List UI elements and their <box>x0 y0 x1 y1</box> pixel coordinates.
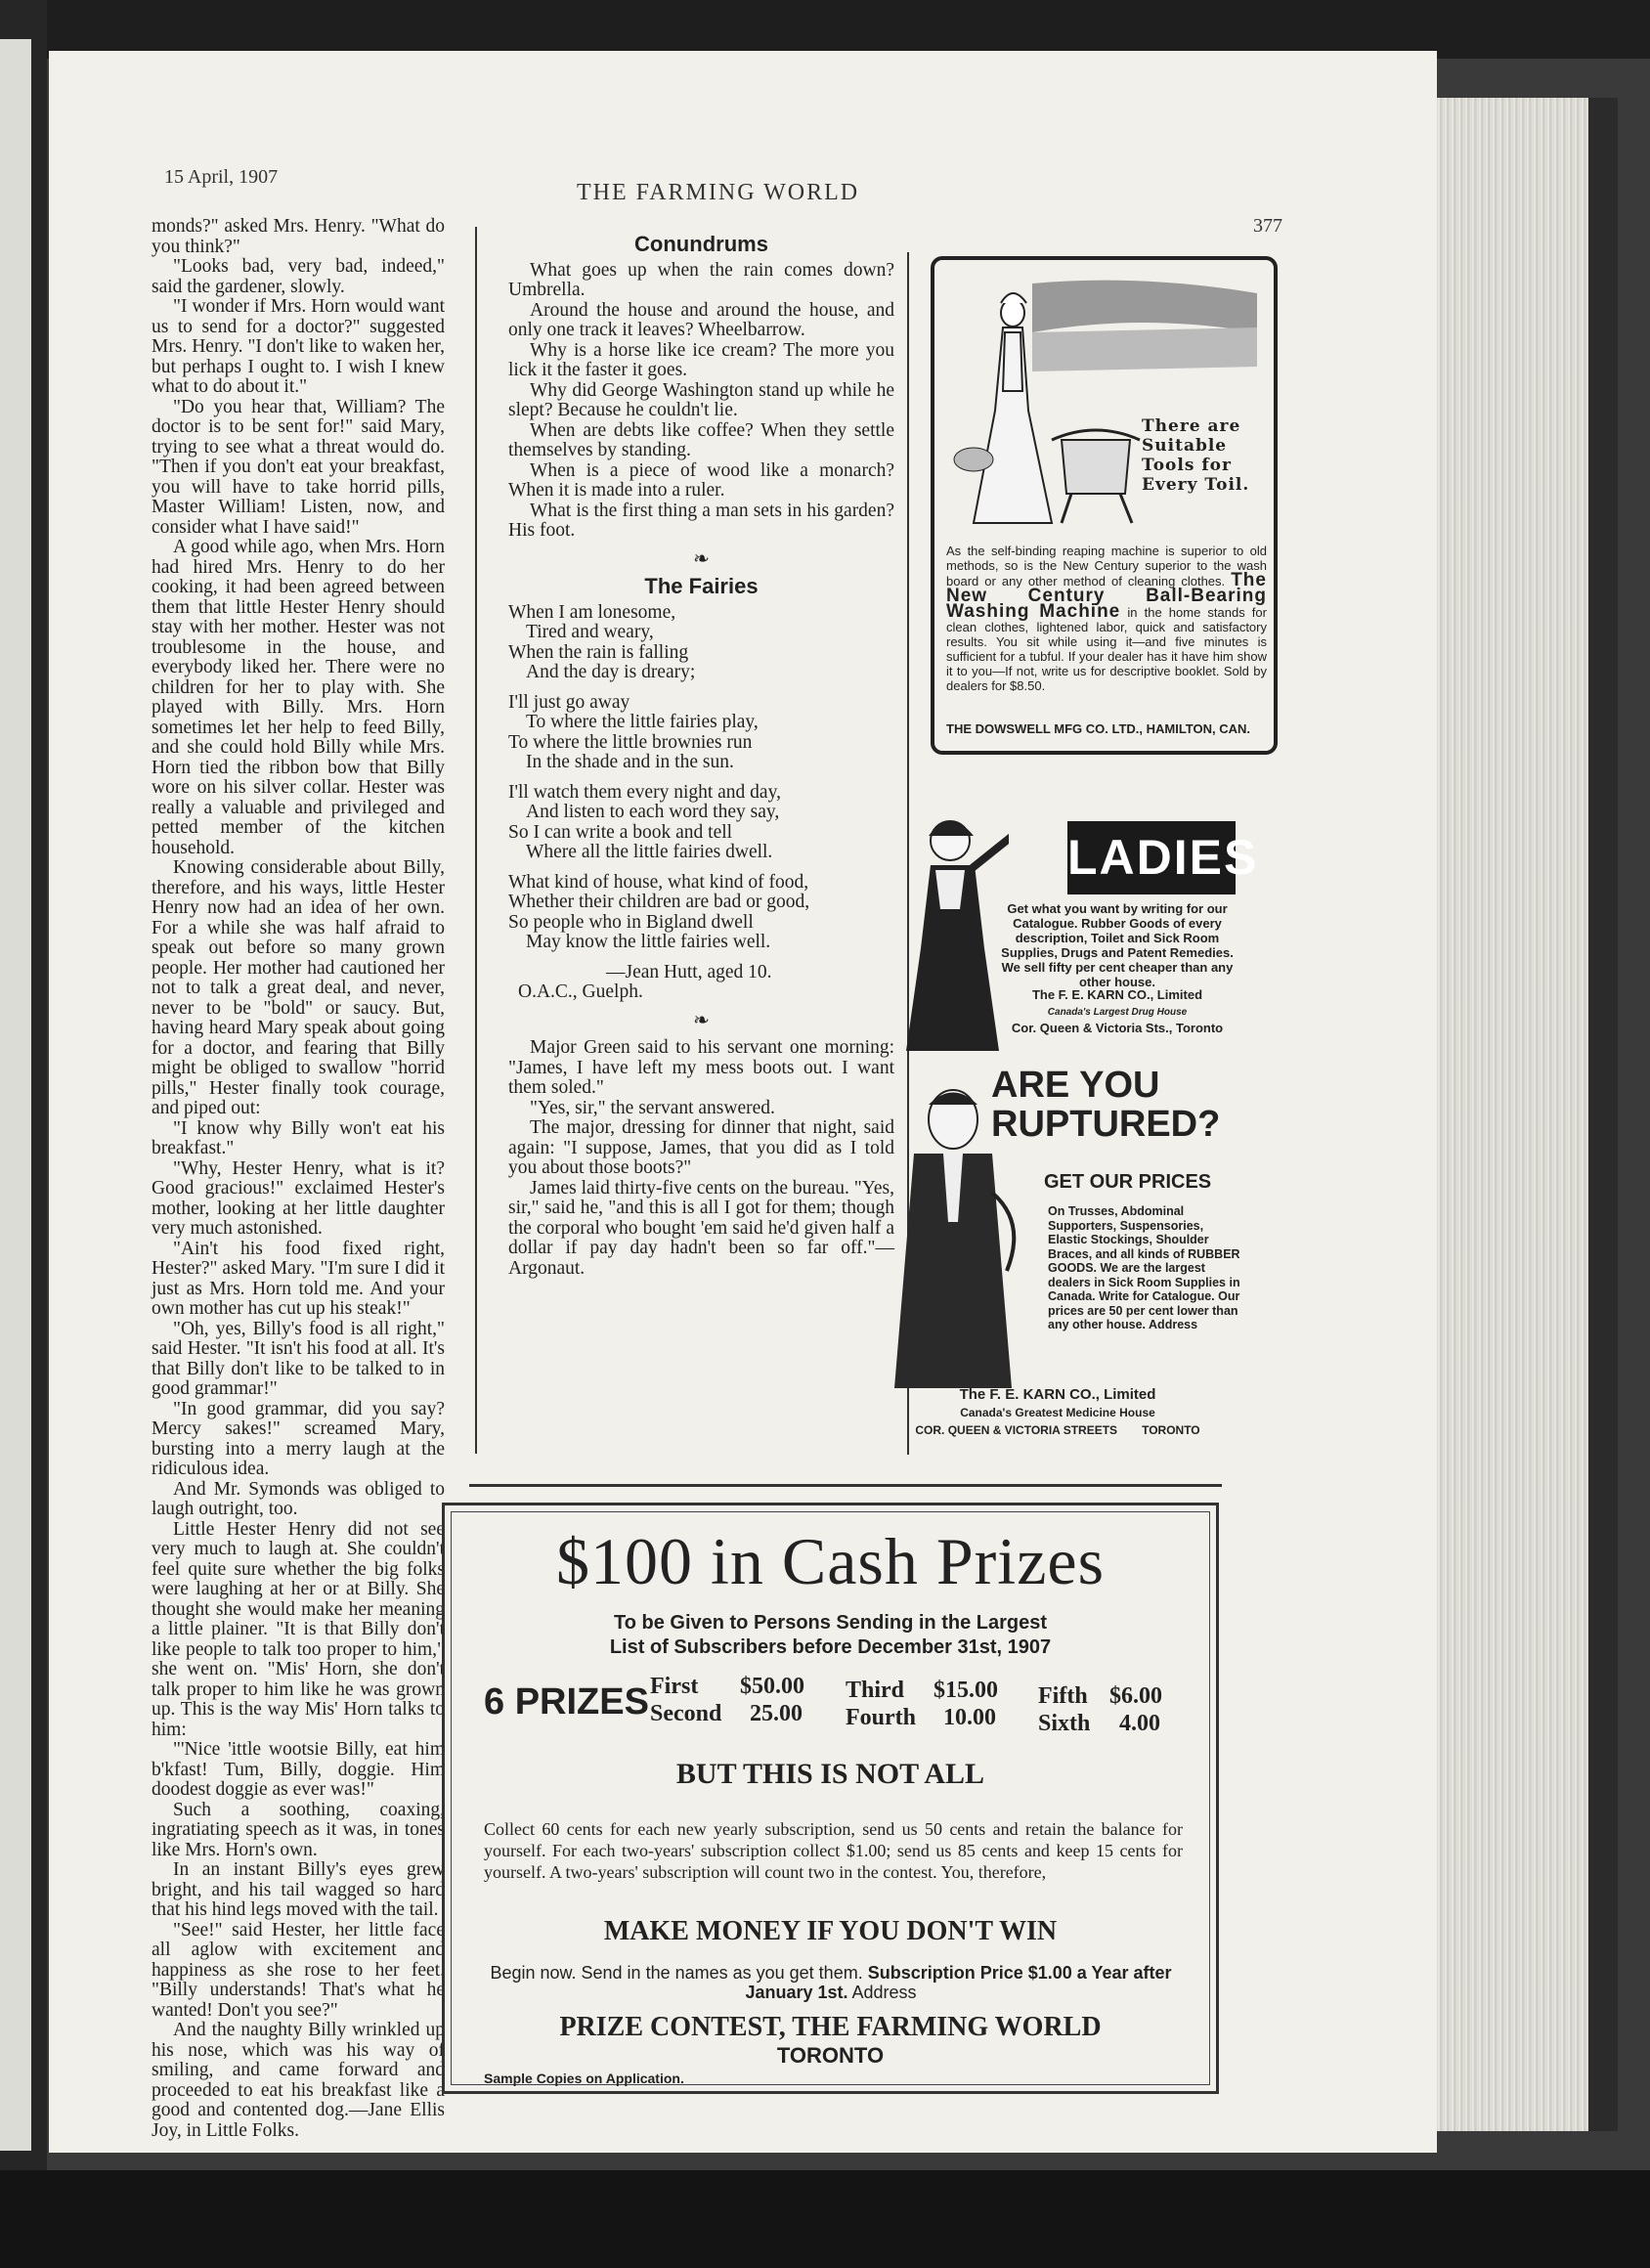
washer-ad-rest: in the home stands for clean clothes, lightened labor, quick and satisfactory results. <box>946 605 1267 649</box>
story-column <box>152 217 445 2141</box>
prize-place: Third <box>846 1678 905 1703</box>
prize-place: Second <box>650 1701 722 1726</box>
ruptured-ad <box>870 1066 1251 1447</box>
prize-ad-banner: BUT THIS IS NOT ALL <box>675 1758 985 1790</box>
ladies-ad-company-name: The F. E. KARN CO., Limited <box>1031 987 1203 1002</box>
prize-amount: 25.00 <box>750 1701 803 1726</box>
washer-ad-headline: There are Suitable Tools for Every Toil. <box>1142 416 1250 495</box>
cash-prize-ad <box>442 1503 1219 2094</box>
prize-ad-title: $100 in Cash Prizes <box>555 1524 1106 1598</box>
ruptured-ad-company-name: The F. E. KARN CO., Limited <box>959 1386 1156 1403</box>
poem-line: To where the little fairies play, <box>526 712 759 732</box>
prize-amount: $50.00 <box>740 1674 804 1699</box>
prize-place: First <box>650 1674 699 1699</box>
poem-line: Whether their children are bad or good, <box>508 892 810 912</box>
ruptured-ad-street: COR. QUEEN & VICTORIA STREETS <box>915 1423 1118 1437</box>
prize-ad-paragraph: Collect 60 cents for each new yearly subscription, send us 50 cents and retain the balance for yourself. For each two-years' subscription collect $1.00; send us 85 cents and keep 15 cents for yourself. A two-years' subscription will count two in the contest. You, therefore, <box>484 1819 1183 1882</box>
conundrum: When is a piece of wood like a monarch? When it is made into a ruler. <box>508 459 894 501</box>
story-paragraph: "Why, Hester Henry, what is it? Good gracious!" exclaimed Hester's mother, looking at her little daughter very much astonished. <box>152 1157 445 1239</box>
ladies-ad-address: Cor. Queen & Victoria Sts., Toronto <box>1011 1021 1224 1035</box>
story-paragraph: Knowing considerable about Billy, therefore, and his ways, little Hester Henry now had an idea of her own. For a while she was half afraid to speak out before so many grown people. Her mother had cautioned her not to talk a great deal, and never, never to be "bold" or saucy. But, having heard Mary speak about going for a doctor, and fearing that Billy might be obliged to swallow "horrid pills," Hester finally took courage, and piped out: <box>152 857 445 1118</box>
book-binding-edge <box>1588 98 1618 2131</box>
poem-stanza <box>508 873 894 953</box>
issue-date: 15 April, 1907 <box>164 166 279 188</box>
ruptured-ad-title: ARE YOU RUPTURED? <box>991 1065 1221 1145</box>
story-paragraph: "Oh, yes, Billy's food is all right," said Hester. "It isn't his food at all. It's that Billy don't like to be talked to in good grammar!" <box>152 1318 445 1399</box>
middle-column <box>508 232 894 1279</box>
ruptured-ad-address <box>872 1421 1243 1439</box>
conundrum: What is the first thing a man sets in his garden? His foot. <box>508 500 894 541</box>
story-paragraph: And Mr. Symonds was obliged to laugh outright, too. <box>152 1478 445 1519</box>
anecdote-paragraph: James laid thirty-five cents on the bureau. "Yes, sir," said he, "and this is all I got for them; though the corporal who bought 'em said he'd given half a dollar if pay day hadn't been so far off."—Argonaut. <box>508 1177 894 1279</box>
conundrum: When are debts like coffee? When they settle themselves by standing. <box>508 419 894 460</box>
anecdote-paragraph: Major Green said to his servant one morning: "James, I have left my mess boots out. I want them soled." <box>508 1037 894 1098</box>
washer-ad-company: THE DOWSWELL MFG CO. LTD., HAMILTON, CAN. <box>946 721 1251 736</box>
adjacent-page-edge <box>0 39 31 2151</box>
story-paragraph: "Do you hear that, William? The doctor is to be sent for!" said Mary, trying to see what a threat would do. "Then if you don't eat your breakfast, you will have to take horrid pills, Master William! Listen, now, and consider what I have said!" <box>152 396 445 538</box>
ruptured-ad-body: On Trusses, Abdominal Supporters, Suspensories, Elastic Stockings, Shoulder Braces, and all kinds of RUBBER GOODS. We are the largest dealers in Sick Room Supplies in Canada. Write for Catalogue. Our prices are 50 per cent lower than any other house. Address <box>1048 1204 1240 1331</box>
story-paragraph: "I know why Billy won't eat his breakfast." <box>152 1117 445 1158</box>
prize-ad-subtitle-line: List of Subscribers before December 31st, 1907 <box>609 1636 1052 1658</box>
prize-ad-address-word: Address <box>851 1983 917 2002</box>
lady-illustration <box>901 802 1009 1051</box>
prize-ad-contest: PRIZE CONTEST, THE FARMING WORLD <box>559 2012 1102 2042</box>
prize-table <box>484 1674 1188 1742</box>
prize-ad-sample: Sample Copies on Application. <box>484 2071 684 2086</box>
prize-ad-subtitle-line: To be Given to Persons Sending in the Largest <box>613 1612 1048 1634</box>
story-paragraph: "'Nice 'ittle wootsie Billy, eat him b'kfast! Tum, Billy, doggie. Him doodest doggie as ever was!" <box>152 1739 445 1800</box>
prize-ad-subtitle <box>445 1611 1216 1660</box>
page-number: 377 <box>1253 215 1282 237</box>
poem-line: When the rain is falling <box>508 641 689 663</box>
poem-line: To where the little brownies run <box>508 731 753 753</box>
poem-line: And the day is dreary; <box>526 662 696 682</box>
story-paragraph: And the naughty Billy wrinkled up his nose, which was his way of smiling, and came forward and proceeded to eat his breakfast like a good and contented dog.—Jane Ellis Joy, in Little Folks. <box>152 2020 445 2141</box>
prize-amount: $15.00 <box>934 1678 998 1703</box>
prize-ad-money-line: MAKE MONEY IF YOU DON'T WIN <box>603 1916 1058 1946</box>
poem-line: So people who in Bigland dwell <box>508 911 754 933</box>
ladies-ad-title: LADIES <box>1067 821 1236 894</box>
anecdote-paragraph: "Yes, sir," the servant answered. <box>530 1097 775 1118</box>
story-paragraph: "Looks bad, very bad, indeed," said the gardener, slowly. <box>152 256 445 297</box>
washer-ad-body <box>946 544 1267 693</box>
section-divider <box>469 1484 1222 1487</box>
washer-ad-product: The New Century Ball-Bearing Washing Machine <box>946 570 1267 622</box>
fairies-heading: The Fairies <box>644 574 759 598</box>
poem-line: So I can write a book and tell <box>508 821 733 843</box>
poem-line: Where all the little fairies dwell. <box>526 842 773 862</box>
poem-stanza <box>508 783 894 863</box>
scan-background-bottom <box>0 2170 1650 2268</box>
poem-line: In the shade and in the sun. <box>526 752 734 772</box>
ruptured-ad-city: TORONTO <box>1142 1423 1200 1437</box>
washer-ad-more: You sit while using it—and five minutes is sufficient for a tubful. <box>946 634 1267 664</box>
washer-ad-dealer: If your dealer has it have him show it to you—If not, write us for descriptive booklet. Sold by dealers for $8.50. <box>946 649 1267 693</box>
story-paragraph: In an instant Billy's eyes grew bright, and his tail wagged so hard that his hind legs moved with the tail. <box>152 1859 445 1920</box>
poem-stanza <box>508 603 894 683</box>
poem-line: What kind of house, what kind of food, <box>508 871 809 893</box>
prize-place: Fifth <box>1038 1683 1088 1709</box>
column-divider <box>475 227 477 1454</box>
poem-place: O.A.C., Guelph. <box>518 981 643 1002</box>
conundrum: Why is a horse like ice cream? The more you lick it the faster it goes. <box>508 339 894 380</box>
story-paragraph: "In good grammar, did you say? Mercy sakes!" screamed Mary, bursting into a merry laugh at the ridiculous idea. <box>152 1398 445 1479</box>
story-paragraph: "I wonder if Mrs. Horn would want us to send for a doctor?" suggested Mrs. Henry. "I don't like to waken her, but perhaps I ought to. I wish I knew what to do about it." <box>152 296 445 397</box>
poem-line: I'll just go away <box>508 691 630 713</box>
prize-place: Sixth <box>1038 1711 1091 1736</box>
story-paragraph: Such a soothing, coaxing, ingratiating speech as it was, in tones like Mrs. Horn's own. <box>152 1799 445 1860</box>
poem-line: May know the little fairies well. <box>526 932 771 952</box>
poem-stanza <box>508 693 894 773</box>
ladies-ad-body: Get what you want by writing for our Catalogue. Rubber Goods of every description, Toilet and Sick Room Supplies, Drugs and Patent Remedies. We sell fifty per cent cheaper than any other house. <box>1001 901 1234 989</box>
poem-line: Tired and weary, <box>526 622 654 642</box>
magazine-title: THE FARMING WORLD <box>577 180 860 205</box>
story-paragraph: "Ain't his food fixed right, Hester?" asked Mary. "I'm sure I did it just as Mrs. Horn told me. And your own mother has cut up his steak!" <box>152 1238 445 1319</box>
poem-line: When I am lonesome, <box>508 601 676 623</box>
prize-place: Fourth <box>846 1705 916 1730</box>
story-paragraph: monds?" asked Mrs. Henry. "What do you think?" <box>152 216 445 257</box>
conundrum: Why did George Washington stand up while he slept? Because he couldn't lie. <box>508 379 894 420</box>
prize-ad-begin-text: Begin now. Send in the names as you get them. <box>490 1963 863 1983</box>
ladies-ad-tagline: Canada's Largest Drug House <box>1047 1007 1188 1018</box>
ruptured-ad-tagline: Canada's Greatest Medicine House <box>960 1406 1155 1419</box>
ornament-icon: ❧ <box>693 1009 710 1031</box>
prize-ad-begin <box>479 1963 1183 2002</box>
conundrum: Around the house and around the house, and only one track it leaves? Wheelbarrow. <box>508 299 894 340</box>
washer-ad-intro: As the self-binding reaping machine is superior to old methods, so is the New Century superior to the wash board or any other method of cleaning clothes. <box>946 544 1267 589</box>
story-paragraph: Little Hester Henry did not see very much to laugh at. She couldn't feel quite sure whether the big folks were laughing at her or at Billy. She thought she would make her meaning a little plainer. "It is that Billy don't like people to talk too proper to him," she went on. "Mis' Horn, she don't talk proper to him like he was grown up. This is the way Mis' Horn talks to him: <box>152 1518 445 1740</box>
ruptured-ad-subtitle: GET OUR PRICES <box>1044 1171 1212 1193</box>
prize-ad-subscription: Subscription Price $1.00 a Year after January 1st. <box>745 1963 1172 2002</box>
conundrums-heading: Conundrums <box>634 232 768 256</box>
conundrum: What goes up when the rain comes down? Umbrella. <box>508 259 894 300</box>
woman-with-washer-illustration <box>944 274 1267 538</box>
prize-amount: 4.00 <box>1119 1711 1160 1736</box>
poem-line: And listen to each word they say, <box>526 802 780 822</box>
prize-amount: $6.00 <box>1109 1683 1162 1709</box>
story-paragraph: A good while ago, when Mrs. Horn had hired Mrs. Henry to do her cooking, it had been agreed between them that little Hester Henry should stay with her mother. Hester was not troublesome in the house, and everybody liked her. There were no children for her to play with. She played with Billy. Mrs. Horn sometimes let her help to feed Billy, and she could hold Billy while Mrs. Horn tied the ribbon bow that Billy wore on his silver collar. Hester was really a valuable and privileged and petted member of the kitchen household. <box>152 537 445 858</box>
story-paragraph: "See!" said Hester, her little face all aglow with excitement and happiness as she rose to her feet. "Billy understands! That's what he wanted! Don't you see?" <box>152 1919 445 2021</box>
six-prizes-label: 6 PRIZES <box>484 1681 649 1723</box>
poem-line: I'll watch them every night and day, <box>508 781 781 803</box>
ornament-icon: ❧ <box>693 547 710 570</box>
anecdote-paragraph: The major, dressing for dinner that night, said again: "I suppose, James, that you did as I told you about those boots?" <box>508 1117 894 1178</box>
prize-amount: 10.00 <box>943 1705 996 1730</box>
ruptured-ad-company <box>872 1386 1243 1439</box>
scan-background-top <box>0 0 1650 59</box>
ladies-drug-ad <box>901 802 1259 1054</box>
prize-ad-city: TORONTO <box>776 2043 885 2068</box>
washing-machine-ad <box>931 256 1278 755</box>
poem-signature: —Jean Hutt, aged 10. <box>606 961 772 982</box>
ladies-ad-company <box>997 987 1238 1036</box>
